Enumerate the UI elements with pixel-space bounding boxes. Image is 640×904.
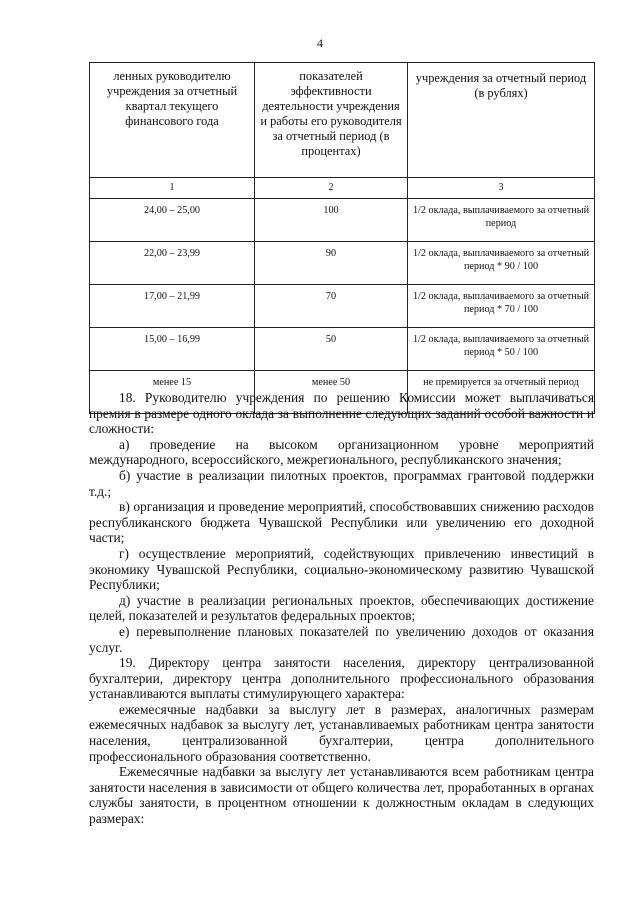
efficiency-cell: 100 xyxy=(255,199,408,242)
column-number: 1 xyxy=(90,178,255,199)
paragraph: а) проведение на высоком организационном уровне мероприятий международного, всероссийского, межрегионального, республиканского значения; xyxy=(89,436,594,468)
efficiency-cell: 70 xyxy=(255,285,408,328)
efficiency-cell: 50 xyxy=(255,328,408,371)
table-row xyxy=(90,285,595,328)
bonus-cell: 1/2 оклада, выплачиваемого за отчетный период * 70 / 100 xyxy=(408,285,595,328)
column-number-row xyxy=(90,178,595,199)
paragraph: д) участие в реализации региональных проектов, обеспечивающих достижение целей, показателей и результатов федеральных проектов; xyxy=(89,592,594,624)
column-number: 2 xyxy=(255,178,408,199)
table-row xyxy=(90,328,595,371)
efficiency-cell: менее 50 xyxy=(255,371,408,414)
paragraph: 19. Директору центра занятости населения, директору централизованной бухгалтерии, директору центра дополнительного профессионального образования устанавливаются выплаты стимулирующего характера: xyxy=(89,655,594,702)
paragraph: в) организация и проведение мероприятий, способствовавших снижению расходов республиканского бюджета Чувашской Республики или увеличению его доходной части; xyxy=(89,499,594,546)
header-cell-score: ленных руководителю учреждения за отчетный квартал текущего финансового года xyxy=(90,63,255,178)
paragraph: б) участие в реализации пилотных проектов, программах грантовой поддержки т.д.; xyxy=(89,467,594,499)
header-cell-efficiency: показателей эффективности деятельности учреждения и работы его руководителя за отчетный период (в процентах) xyxy=(255,63,408,178)
efficiency-cell: 90 xyxy=(255,242,408,285)
score-cell: 15,00 – 16,99 xyxy=(90,328,255,371)
score-cell: 17,00 – 21,99 xyxy=(90,285,255,328)
header-cell-bonus: учреждения за отчетный период (в рублях) xyxy=(408,63,595,178)
score-cell: 22,00 – 23,99 xyxy=(90,242,255,285)
paragraph: ежемесячные надбавки за выслугу лет в размерах, аналогичных размерам ежемесячных надбавок за выслугу лет, устанавливаемых работникам центра занятости населения, централизованной бухгалтерии, центра дополнительного профессионального образования соответственно. xyxy=(89,701,594,764)
bonus-cell: 1/2 оклада, выплачиваемого за отчетный период * 90 / 100 xyxy=(408,242,595,285)
bonus-cell: 1/2 оклада, выплачиваемого за отчетный период * 50 / 100 xyxy=(408,328,595,371)
paragraph: г) осуществление мероприятий, содействующих привлечению инвестиций в экономику Чувашской Республики, социально-экономическому развитию Чувашской Республики; xyxy=(89,545,594,593)
body-text xyxy=(89,390,594,827)
paragraph: Ежемесячные надбавки за выслугу лет устанавливаются всем работникам центра занятости населения в зависимости от общего количества лет, проработанных в органах службы занятости, в процентном отношении к должностным окладам в следующих размерах: xyxy=(89,764,594,827)
bonus-cell: не премируется за отчетный период xyxy=(408,371,595,414)
score-cell: 24,00 – 25,00 xyxy=(90,199,255,242)
paragraph: 18. Руководителю учреждения по решению Комиссии может выплачиваться премия в размере одного оклада за выполнение следующих заданий особой важности и сложности: xyxy=(89,390,594,437)
column-number: 3 xyxy=(408,178,595,199)
table-row xyxy=(90,199,595,242)
table-row xyxy=(90,242,595,285)
bonus-table xyxy=(89,62,595,414)
score-cell: менее 15 xyxy=(90,371,255,414)
paragraph: е) перевыполнение плановых показателей по увеличению доходов от оказания услуг. xyxy=(89,623,594,655)
table-header-row xyxy=(90,63,595,178)
page-number: 4 xyxy=(317,36,323,50)
bonus-cell: 1/2 оклада, выплачиваемого за отчетный период xyxy=(408,199,595,242)
